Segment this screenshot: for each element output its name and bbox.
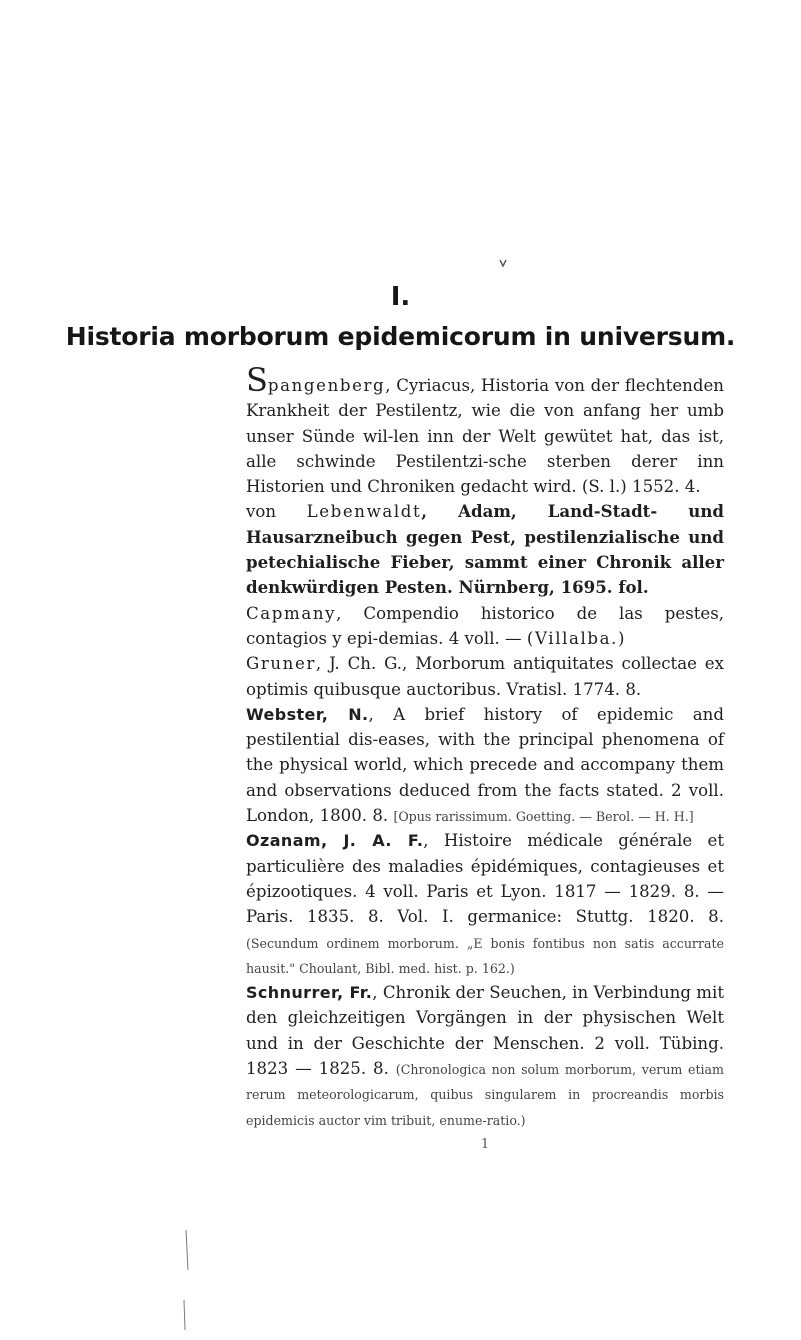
gutter-line-mark	[184, 1230, 188, 1330]
entry-text: , Adam, Land-Stadt- und Hausarzneibuch gegen Pest, pestilenzialische und petechialische Fieber, sammt einer Chronik aller denkwürdigen Pesten. Nürnberg, 1695. fol.	[246, 501, 724, 598]
bibliography-entry	[246, 499, 724, 600]
entry-author: Ozanam, J. A. F.	[246, 831, 424, 851]
entry-author: Webster, N.	[246, 704, 369, 724]
entry-author: Lebenwaldt	[306, 502, 422, 522]
entry-note: (Secundum ordinem morborum. „E bonis fontibus non satis accurrate hausit." Choulant, Bibl. med. hist. p. 162.)	[246, 935, 724, 976]
entry-author: pangenberg	[267, 376, 386, 395]
entry-text: , J. Ch. G., Morborum antiquitates collectae ex optimis quibusque auctoribus. Vratisl. 1774. 8.	[246, 654, 724, 699]
entry-text: , Histoire médicale générale et particulière des maladies épidémiques, contagieuses et épizootiques. 4 voll. Paris et Lyon. 1817 — 1829. 8. — Paris. 1835. 8. Vol. I. germanice: Stuttg. 1820. 8.	[246, 831, 724, 927]
entry-text: , Cyriacus, Historia von der flechtenden Krankheit der Pestilentz, wie die von anfang her umb unser Sünde wil-len inn der Welt gewütet hat, das ist, alle schwinde Pestilentzi-sche sterben derer inn Historien und Chroniken gedacht wird. (S. l.) 1552. 4.	[246, 376, 724, 497]
bibliography-entry	[246, 361, 724, 499]
print-speck-mark	[500, 260, 506, 266]
signature-mark: 1	[480, 1136, 490, 1152]
drop-cap: S	[246, 361, 268, 399]
entry-author: Capmany	[246, 603, 337, 623]
section-number: I.	[390, 282, 411, 312]
bibliography-entry	[246, 702, 724, 828]
entry-note: [Opus rarissimum. Goetting. — Berol. — H. H.]	[393, 809, 694, 825]
entry-note: (Chronologica non solum morborum, verum etiam rerum meteorologicarum, quibus singularem in procreandis morbis epidemicis auctor vim tribuit, enume-ratio.)	[246, 1062, 724, 1128]
entry-author: Gruner	[246, 654, 316, 674]
entry-note: (Villalba.)	[526, 628, 627, 648]
bibliography-entry	[246, 651, 724, 702]
section-title: Historia morborum epidemicorum in universum.	[65, 322, 736, 351]
entry-text: , Compendio historico de las pestes, contagios y epi-demias. 4 voll. —	[246, 603, 724, 648]
bibliography-entry	[246, 601, 724, 652]
entry-author-prefix: von	[246, 502, 307, 522]
entry-text: , Chronik der Seuchen, in Verbindung mit den gleichzeitigen Vorgängen in der physischen Welt und in der Geschichte der Menschen. 2 voll. Tübing. 1823 — 1825. 8.	[246, 983, 724, 1079]
bibliography-list	[246, 361, 724, 1154]
bibliography-entry	[246, 980, 724, 1132]
entry-author: Schnurrer, Fr.	[246, 983, 373, 1003]
entry-text: , A brief history of epidemic and pestilential dis-eases, with the principal phenomena of the physical world, which precede and accompany them and observations deduced from the facts stated. 2 voll. London, 1800. 8.	[246, 704, 724, 826]
bibliography-entry	[246, 828, 724, 980]
